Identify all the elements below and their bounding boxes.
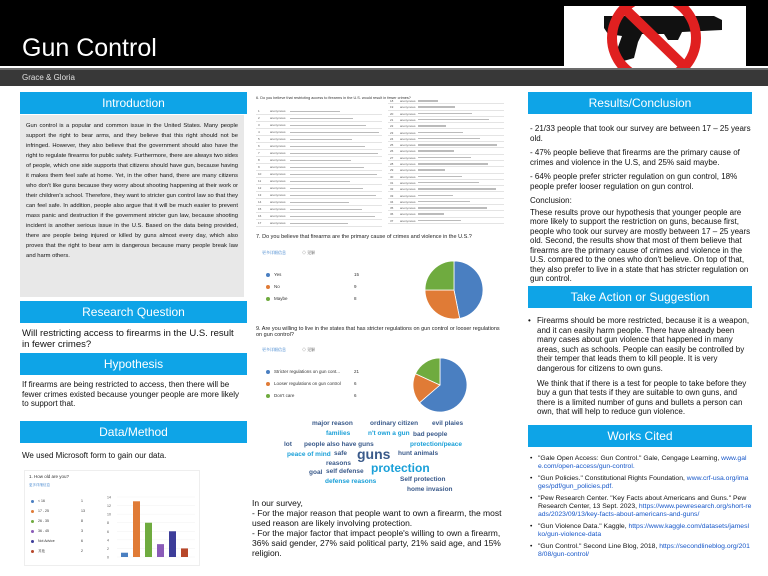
word-cloud-word: n't own a gun: [368, 430, 410, 437]
q9-legend-count: 21: [354, 369, 360, 374]
table-cell-id: anonymous: [270, 179, 286, 183]
table-cell-response: [418, 144, 497, 146]
results-list: [530, 124, 752, 289]
table-cell-index: 5: [258, 137, 260, 141]
q7-legend-count: 15: [354, 272, 360, 277]
age-legend-label: 其他: [38, 549, 45, 553]
works-cited-list: [530, 455, 752, 563]
table-cell-response: [418, 125, 446, 127]
table-row: [256, 115, 382, 122]
table-cell-response: [418, 132, 463, 134]
age-legend-row: [31, 549, 97, 554]
table-cell-id: anonymous: [270, 200, 286, 204]
age-legend-row: [31, 529, 97, 533]
table-cell-index: 19: [390, 105, 394, 110]
age-bar: [169, 531, 176, 557]
word-cloud: [282, 416, 482, 494]
word-cloud-word: Self protection: [400, 476, 446, 483]
table-cell-response: [290, 139, 352, 141]
age-legend-count: 3: [81, 529, 83, 533]
table-row: [256, 143, 382, 150]
works-cited-link[interactable]: www.gale.com/open-access/gun-control.: [538, 455, 747, 470]
introduction-title: Introduction: [20, 92, 247, 114]
table-cell-response: [290, 167, 364, 169]
word-cloud-word: major reason: [312, 420, 353, 427]
table-cell-response: [418, 100, 438, 102]
q7-legend-row: [266, 272, 366, 277]
age-legend-row: [31, 499, 97, 503]
take-action-text: We think that if there is a test for people to take before they buy a gun that tests if they are suitable to own guns, and there is a limited number of guns and bullets a person can own, that will help to reduce gun violence.: [537, 378, 747, 417]
table-cell-id: anonymous: [400, 199, 416, 204]
word-cloud-word: bad people: [413, 431, 448, 438]
age-legend-label: 26 - 35: [38, 519, 49, 523]
table-cell-index: 23: [390, 130, 394, 135]
table-cell-response: [418, 119, 489, 121]
age-legend-count: 13: [81, 509, 85, 513]
works-cited-text: "Gun Control." Second Line Blog, 2018,: [538, 543, 660, 550]
introduction-text: Gun control is a popular and common issue in the United States. Many people support the right to bear arms, and they believe that this right should not be infringed. However, they also believe that the government should also have the right to regulate firearms for public safety. Furthermore, there are always two sides of people, which one side supports that citizens should have gun, because having it makes them feel safe at home. Yet, in the other hand, there are many citizens who don't like guns because they worry about shooting happening at their work or their children's school. Therefore, they want to stricter gun control law so that they can feel safe. In addition, people also argue that it will be much easier to prevent mass panic and destruction if the government stricter gun law, because shooting incident is another serious issue in the U.S. Based on the data being provided, there are people being injured or killed by guns almost every day, which also proves that the right to bear arm is dangerous because many people break law and harm others.: [26, 123, 238, 259]
q7-legend-label: No: [274, 284, 280, 289]
research-question-title: Research Question: [20, 301, 247, 323]
table-cell-id: anonymous: [400, 193, 416, 198]
works-cited-text: "Gun Violence Data." Kaggle,: [538, 523, 629, 530]
table-cell-id: anonymous: [400, 162, 416, 166]
table-cell-id: anonymous: [400, 136, 416, 141]
table-cell-id: anonymous: [400, 212, 416, 217]
table-cell-index: 3: [258, 123, 260, 127]
introduction-box: [20, 115, 244, 297]
poster-title: Gun Control: [22, 34, 157, 62]
table-cell-index: 24: [390, 136, 394, 141]
works-cited-item: [530, 495, 752, 519]
table-cell-response: [418, 220, 461, 222]
q7-legend-swatch: [266, 297, 270, 301]
table-cell-id: anonymous: [400, 218, 416, 223]
table-cell-response: [418, 188, 496, 190]
q9-legend-row: [266, 369, 366, 374]
table-cell-id: anonymous: [270, 165, 286, 169]
works-cited-link[interactable]: https://www.kaggle.com/datasets/jameslko/gun-violence-data: [538, 523, 749, 538]
table-cell-response: [290, 216, 375, 218]
table-cell-index: 1: [258, 109, 260, 113]
word-cloud-word: ordinary citizen: [370, 420, 419, 427]
table-cell-index: 18: [390, 99, 394, 103]
word-cloud-word: evil plaies: [432, 420, 464, 427]
bullet-icon: •: [530, 455, 533, 462]
table-cell-response: [290, 174, 377, 176]
works-cited-text: "Gun Policies." Constitutional Rights Foundation,: [538, 475, 687, 482]
table-row: [256, 136, 382, 143]
table-cell-id: anonymous: [400, 149, 416, 154]
table-cell-index: 29: [390, 168, 394, 173]
table-row: [256, 164, 382, 171]
table-cell-id: anonymous: [400, 117, 416, 122]
conclusion-label: Conclusion:: [530, 196, 572, 205]
take-action-list: [528, 316, 752, 422]
word-cloud-word: peace of mind: [287, 451, 331, 458]
q7-insights[interactable]: ◇ 见解: [302, 250, 316, 255]
table-cell-id: anonymous: [400, 143, 416, 148]
table-cell-index: 31: [390, 180, 394, 185]
survey-note-line: - For the major factor that impact people's willing to own a firearm, 36% said gender, 27% said political party, 21% said age, and 15% religion.: [252, 528, 501, 558]
table-cell-response: [418, 157, 471, 159]
word-cloud-word: families: [326, 430, 351, 437]
table-row: [256, 192, 382, 199]
word-cloud-word: lot: [284, 441, 292, 448]
works-cited-item: [530, 543, 752, 559]
q9-legend-count: 6: [354, 381, 357, 386]
table-cell-id: anonymous: [270, 172, 286, 176]
table-row: [256, 185, 382, 192]
q7-legend-swatch: [266, 273, 270, 277]
table-cell-response: [418, 150, 454, 152]
word-cloud-word: people also have guns: [304, 441, 374, 448]
table-cell-index: 36: [390, 212, 394, 217]
q7-legend-label: Yes: [274, 272, 282, 277]
table-cell-id: anonymous: [400, 187, 416, 192]
age-bar-chart: [105, 491, 197, 563]
q9-legend-label: Don't care: [274, 393, 295, 398]
table-cell-index: 14: [258, 200, 262, 204]
table-cell-response: [290, 195, 376, 197]
q7-details-link[interactable]: 更多详细信息: [262, 250, 286, 255]
works-cited-item: [530, 455, 752, 471]
table-cell-index: 35: [390, 206, 394, 211]
word-cloud-word: hunt animals: [398, 450, 439, 457]
take-action-paragraph: [528, 316, 752, 374]
survey-note-line: - For the major reason that people want to own a firearm, the most used reason are likely involving protection.: [252, 508, 502, 528]
age-y-tick: 2: [107, 546, 109, 551]
table-cell-response: [418, 207, 487, 209]
word-cloud-word: goal: [309, 469, 323, 476]
q7-legend-count: 8: [354, 296, 357, 301]
take-action-text: Firearms should be more restricted, because it is a weapon, and it can easily harm people. There have already been many cases about gun violence that happened in many areas, such as schools. People can easily be controlled by their temper that leads them to kill people. It is very dangerous for citizens to own guns.: [537, 316, 750, 373]
table-cell-index: 20: [390, 111, 394, 116]
word-cloud-word: self defense: [326, 468, 364, 475]
table-cell-id: anonymous: [400, 99, 416, 103]
table-cell-id: anonymous: [400, 180, 416, 185]
conclusion-text: These results prove our hypothesis that younger people are more likely to support the restriction on guns, because first, people who took our survey are mostly between 17 – 25 years old. Second, the results show that most of them believe that firearms are the primary cause of crimes and violence in the U.S. compared to the ones who don't believe. On top of that, they also prefer to live in a state that has stricter regulation on gun control.: [530, 207, 751, 283]
age-legend-label: < 16: [38, 499, 45, 503]
age-legend-label: 36 - 45: [38, 529, 49, 533]
q7-slice-1: [425, 290, 460, 319]
table-cell-index: 11: [258, 179, 262, 183]
table-cell-response: [290, 202, 349, 204]
table-cell-index: 33: [390, 193, 394, 198]
works-cited-link[interactable]: https://secondlineblog.org/2018/08/gun-control/: [538, 543, 750, 558]
q7-legend: [266, 272, 366, 308]
q9-legend-label: Looser regulations on gun control: [274, 381, 341, 386]
age-bar: [181, 548, 188, 557]
age-legend-row: [31, 539, 97, 543]
table-row: [256, 150, 382, 157]
results-title: Results/Conclusion: [528, 92, 752, 114]
word-cloud-word: protection: [371, 461, 430, 475]
q7-slice-2: [425, 261, 454, 290]
q9-details-link[interactable]: 更多详细信息: [262, 347, 286, 352]
q7-legend-swatch: [266, 285, 270, 289]
table-cell-index: 6: [258, 144, 260, 148]
table-cell-index: 12: [258, 186, 262, 190]
table-cell-index: 37: [390, 218, 394, 223]
word-cloud-word: safe: [334, 450, 348, 457]
q9-insights[interactable]: ◇ 见解: [302, 347, 316, 352]
table-cell-response: [418, 213, 444, 215]
response-table-right: [388, 98, 504, 226]
table-cell-index: 13: [258, 193, 262, 197]
table-cell-index: 32: [390, 187, 394, 192]
word-cloud-word: defense reasons: [325, 478, 377, 485]
q7-pie-chart: [424, 260, 484, 320]
data-method-text: We used Microsoft form to gain our data.: [22, 451, 167, 460]
table-cell-response: [290, 111, 340, 113]
table-cell-response: [290, 125, 366, 127]
table-row: [388, 218, 504, 224]
hypothesis-title: Hypothesis: [20, 353, 247, 375]
age-legend-swatch: [31, 550, 34, 553]
age-legend-row: [31, 509, 97, 513]
age-bar: [157, 544, 164, 557]
table-cell-id: anonymous: [400, 206, 416, 211]
works-cited-title: Works Cited: [528, 425, 752, 447]
table-cell-id: anonymous: [400, 105, 416, 110]
table-cell-response: [418, 176, 462, 178]
q9-legend-row: [266, 381, 366, 386]
results-bullet: - 21/33 people that took our survey are between 17 – 25 years old.: [530, 124, 751, 143]
table-cell-id: anonymous: [270, 158, 286, 162]
works-cited-link[interactable]: www.crf-usa.org/images/pdf/gun_policies.pdf.: [538, 475, 749, 490]
table-cell-response: [418, 113, 472, 115]
table-cell-id: anonymous: [400, 168, 416, 173]
table-cell-id: anonymous: [270, 116, 286, 120]
age-bar: [133, 501, 140, 557]
table-cell-index: 34: [390, 199, 394, 204]
table-row: [256, 157, 382, 164]
bullet-icon: •: [530, 543, 533, 550]
age-legend-count: 8: [81, 519, 83, 523]
table-row: [256, 213, 382, 220]
survey-table-heading: 6. Do you believe that restricting access to firearms in the U.S. would result in fewer crimes?: [256, 96, 411, 100]
table-row: [256, 199, 382, 206]
survey-notes: [252, 498, 502, 558]
age-legend-swatch: [31, 500, 34, 503]
q7-legend-count: 9: [354, 284, 357, 289]
table-cell-response: [290, 118, 353, 120]
authors-bar: [0, 68, 768, 86]
age-question: 1. How old are you?: [29, 474, 70, 479]
works-cited-item: [530, 523, 752, 539]
table-cell-index: 28: [390, 162, 394, 166]
research-question-text: Will restricting access to firearms in the U.S. result in fewer crimes?: [22, 328, 234, 350]
table-cell-index: 9: [258, 165, 260, 169]
table-cell-index: 26: [390, 149, 394, 154]
table-cell-id: anonymous: [270, 193, 286, 197]
table-cell-index: 8: [258, 158, 260, 162]
age-sub: 更多详细信息: [29, 483, 50, 487]
word-cloud-word: protection/peace: [410, 441, 463, 448]
table-cell-response: [418, 182, 479, 184]
table-cell-response: [290, 181, 350, 183]
q7-legend-row: [266, 284, 366, 289]
table-cell-id: anonymous: [270, 214, 286, 218]
age-legend-swatch: [31, 540, 34, 543]
q9-legend-label: Stricter regulations on gun cont...: [274, 369, 341, 374]
word-cloud-word: home invasion: [407, 486, 453, 493]
age-legend-swatch: [31, 520, 34, 523]
q9-legend: [266, 369, 366, 405]
results-bullet: - 64% people prefer stricter regulation on gun control, 18% people prefer looser regulation on gun control.: [530, 172, 738, 191]
table-row: [256, 220, 382, 227]
table-cell-response: [418, 163, 488, 165]
q9-pie-chart: [412, 357, 468, 413]
q7-legend-label: Maybe: [274, 296, 288, 301]
age-legend-count: 6: [81, 539, 83, 543]
age-bar: [145, 523, 152, 557]
table-cell-response: [290, 132, 379, 134]
age-y-tick: 8: [107, 521, 109, 526]
table-row: [256, 129, 382, 136]
table-cell-id: anonymous: [400, 155, 416, 160]
age-legend-count: 2: [81, 549, 83, 553]
works-cited-link[interactable]: https://www.pewresearch.org/short-reads/2023/09/13/key-facts-about-americans-and-guns/: [538, 503, 752, 518]
age-y-tick: 4: [107, 538, 109, 543]
word-cloud-word: guns: [357, 446, 391, 462]
q9-legend-swatch: [266, 370, 270, 374]
bullet-icon: •: [530, 475, 533, 482]
table-cell-id: anonymous: [270, 186, 286, 190]
table-cell-id: anonymous: [400, 124, 416, 129]
response-table-left: [256, 108, 382, 226]
table-cell-index: 21: [390, 117, 394, 122]
table-cell-response: [290, 209, 362, 211]
table-cell-index: 7: [258, 151, 260, 155]
table-cell-id: anonymous: [270, 123, 286, 127]
table-cell-response: [418, 195, 453, 197]
bullet-icon: •: [528, 316, 531, 325]
hypothesis-text: If firearms are being restricted to access, then there will be fewer crimes existed because younger people are more likely to support that.: [22, 380, 239, 408]
table-cell-id: anonymous: [400, 174, 416, 179]
table-cell-response: [290, 146, 365, 148]
table-cell-id: anonymous: [400, 130, 416, 135]
no-guns-icon: [564, 6, 746, 68]
q7-legend-row: [266, 296, 366, 301]
table-cell-response: [290, 153, 378, 155]
table-cell-id: anonymous: [270, 137, 286, 141]
q9-legend-row: [266, 393, 366, 398]
table-cell-index: 27: [390, 155, 394, 160]
authors: Grace & Gloria: [22, 73, 75, 82]
age-legend-count: 1: [81, 499, 83, 503]
table-cell-index: 15: [258, 207, 262, 211]
table-cell-response: [290, 188, 363, 190]
age-y-tick: 12: [107, 504, 111, 509]
table-row: [256, 108, 382, 115]
table-cell-id: anonymous: [270, 221, 286, 225]
works-cited-text: "Gale Open Access: Gun Control." Gale, Cengage Learning,: [538, 455, 722, 462]
age-legend-swatch: [31, 510, 34, 513]
table-cell-response: [418, 201, 470, 203]
word-cloud-word: reasons: [326, 460, 351, 467]
take-action-title: Take Action or Suggestion: [528, 286, 752, 308]
table-cell-index: 10: [258, 172, 262, 176]
age-legend-label: Not Advice: [38, 539, 55, 543]
table-row: [256, 178, 382, 185]
take-action-paragraph: [528, 379, 752, 417]
bullet-icon: •: [530, 495, 533, 502]
table-row: [256, 206, 382, 213]
table-cell-id: anonymous: [270, 144, 286, 148]
data-method-title: Data/Method: [20, 421, 247, 443]
table-cell-index: 4: [258, 130, 260, 134]
table-row: [256, 171, 382, 178]
age-bar: [121, 553, 128, 557]
age-legend-swatch: [31, 530, 34, 533]
table-cell-index: 16: [258, 214, 262, 218]
table-cell-response: [290, 160, 351, 162]
age-y-tick: 14: [107, 495, 111, 500]
q9-legend-swatch: [266, 394, 270, 398]
works-cited-text: "Pew Research Center. "Key Facts about Americans and Guns." Pew Research Center, 13 Sept. 2023,: [538, 495, 747, 510]
age-legend-row: [31, 519, 97, 523]
q9-title: 9. Are you willing to live in the states that has stricter regulations on gun control or looser regulations on gun control?: [256, 326, 500, 338]
table-row: [256, 122, 382, 129]
table-cell-index: 22: [390, 124, 394, 129]
table-cell-response: [290, 223, 348, 225]
table-cell-id: anonymous: [270, 109, 286, 113]
works-cited-item: [530, 475, 752, 491]
age-y-tick: 6: [107, 529, 109, 534]
results-bullet: - 47% people believe that firearms are the primary cause of crimes and violence in the U.S, and 25% said maybe.: [530, 148, 740, 167]
table-cell-response: [418, 138, 480, 140]
age-legend-label: 17 - 25: [38, 509, 49, 513]
bullet-icon: •: [530, 523, 533, 530]
age-y-tick: 0: [107, 555, 109, 560]
table-cell-id: anonymous: [270, 130, 286, 134]
survey-question-6-table: [252, 94, 506, 228]
q9-legend-swatch: [266, 382, 270, 386]
table-cell-index: 17: [258, 221, 262, 225]
table-cell-id: anonymous: [270, 151, 286, 155]
table-cell-index: 25: [390, 143, 394, 148]
table-cell-response: [418, 106, 455, 108]
age-chart: [24, 470, 200, 566]
table-cell-response: [418, 169, 445, 171]
age-y-tick: 10: [107, 512, 111, 517]
table-cell-id: anonymous: [270, 207, 286, 211]
table-cell-index: 2: [258, 116, 260, 120]
q9-legend-count: 6: [354, 393, 357, 398]
table-cell-id: anonymous: [400, 111, 416, 116]
table-cell-index: 30: [390, 174, 394, 179]
q7-title: 7. Do you believe that firearms are the primary cause of crimes and violence in the U.S.?: [256, 234, 472, 240]
survey-note-line: In our survey,: [252, 498, 303, 508]
